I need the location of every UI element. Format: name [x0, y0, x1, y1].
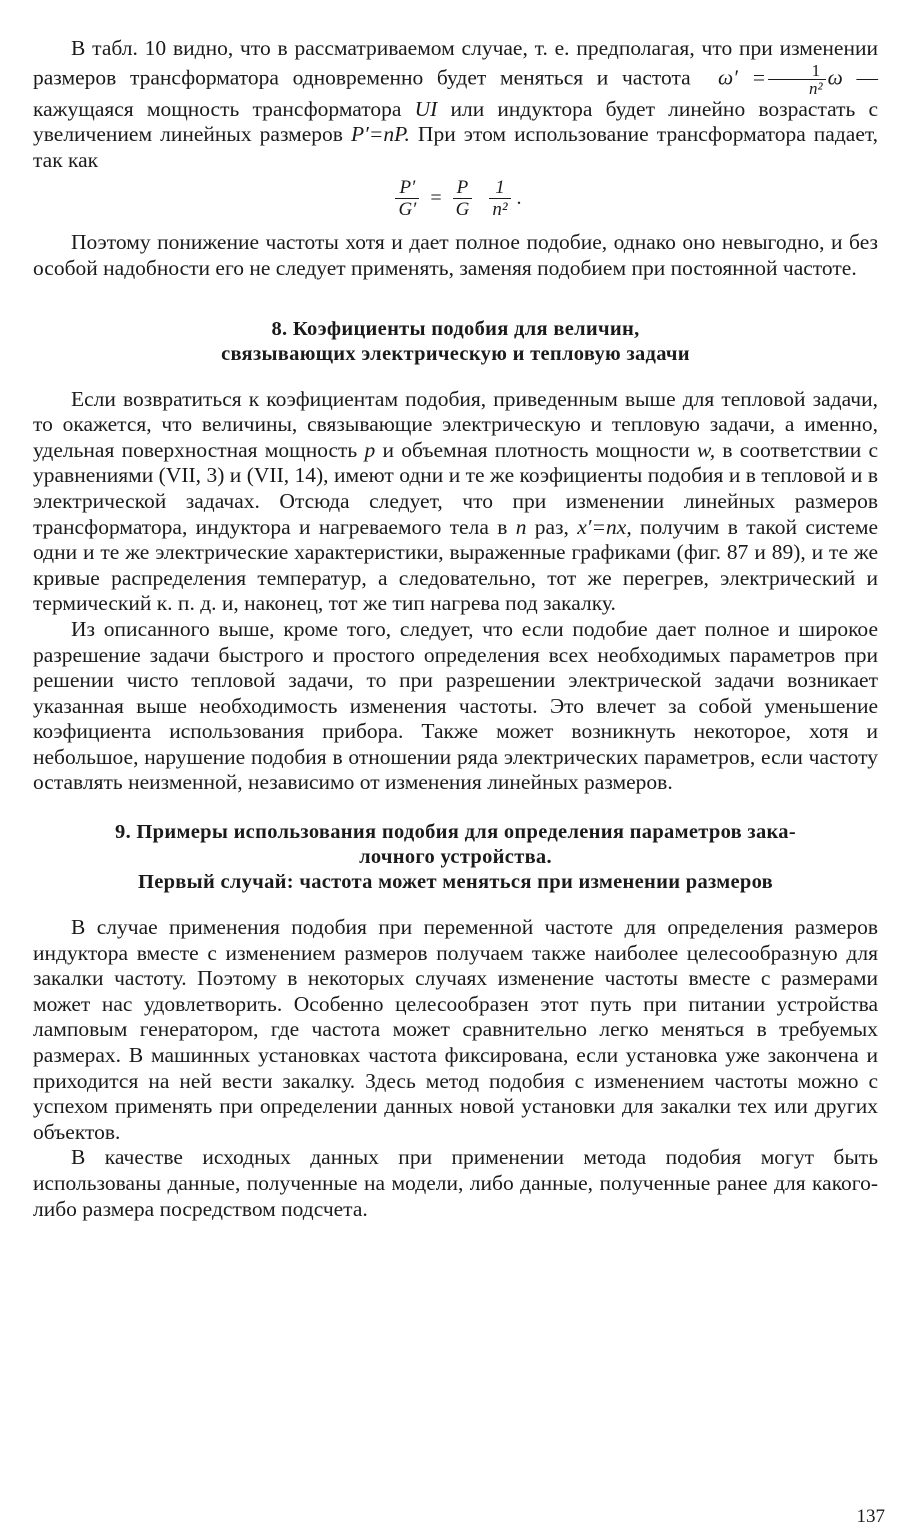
coeff-text-3: в соответствии с уравнениями (VII, 3) и (VII, 14), имеют одни и те же коэфициенты подобия и в тепловой и в электрической задачах. Отсюда следует, что при изменении линейных размеров трансформатора, индуктора и нагреваемого тела в	[33, 437, 879, 539]
page-body	[33, 36, 878, 1222]
formula-mid-num: P	[453, 177, 473, 199]
formula-mid-den: G	[455, 199, 470, 221]
page-number: 137	[856, 1506, 885, 1527]
paragraph-source-data: В качестве исходных данных при применении метода подобия могут быть использованы данные, полученные на модели, либо данные, полученные ранее для какого-либо размера посредством подсчета.	[33, 1145, 878, 1221]
symbol-xnx: x′=nx,	[577, 514, 632, 539]
paragraph-variable-frequency: В случае применения подобия при переменной частоте для определения размеров индуктора вместе с изменением размеров получаем также наиболее целесообразную для закалки частоту. Поэтому в некоторых случаях изменение частоты вместе с размерами может нас удовлетворить. Особенно целесообразен этот путь при питании устройства ламповым генератором, где частота может сравнительно легко меняться в требуемых размерах. В машинных установках частота фиксирована, если установка уже закончена и приходится на ней вести закалку. Здесь метод подобия с изменением частоты можно с успехом применять при определении данных новой установки для закалки тех или других объектов.	[33, 915, 878, 1144]
intro-text-4: При этом использование трансформатора падает, так как	[33, 122, 879, 172]
coeff-text-4: раз,	[534, 514, 569, 539]
paragraph-coefficients	[33, 387, 878, 617]
section-8-title-line-2: связывающих электрическую и тепловую задачи	[221, 342, 690, 365]
paragraph-conclusion: Поэтому понижение частоты хотя и дает полное подобие, однако оно невыгодно, и без особой надобности его не следует применять, заменяя подобием при постоянной частоте.	[33, 230, 878, 280]
coeff-text-1: Если возвратиться к коэфициентам подобия, приведенным выше для тепловой задачи, то окажется, что величины, связывающие электрическую и тепловую задачи, а именно, удельная поверхностная мощность	[33, 386, 878, 462]
formula-lhs-den: G′	[398, 199, 417, 221]
section-9-heading	[33, 820, 878, 895]
section-9-title-line-2: лочного устройства.	[359, 846, 552, 869]
section-8-title-line-1: 8. Коэфициенты подобия для величин,	[271, 317, 640, 340]
symbol-n: n	[515, 514, 527, 539]
omega-rhs: ω	[827, 65, 843, 90]
omega-fraction-den: n²	[809, 78, 823, 98]
intro-text-2: — кажущаяся мощность трансформатора	[33, 65, 879, 121]
ui-symbol: UI	[414, 96, 438, 121]
intro-text-3: или индуктора будет линейно возрастать с увеличением линейных размеров	[33, 96, 879, 147]
section-9-title-line-1: 9. Примеры использования подобия для определения параметров зака-	[115, 821, 796, 844]
formula-mid	[453, 177, 473, 220]
intro-paragraph	[33, 36, 878, 173]
symbol-w: w,	[697, 437, 716, 462]
symbol-p: p	[364, 437, 376, 462]
omega-fraction	[768, 62, 826, 97]
formula-right-num: 1	[489, 177, 510, 199]
omega-lhs: ω′ =	[717, 65, 767, 90]
intro-text-1: В табл. 10 видно, что в рассматриваемом случае, т. е. предполагая, что при изменении размеров трансформатора одновременно будет меняться и частота	[33, 36, 878, 90]
omega-fraction-num: 1	[768, 62, 826, 80]
formula-lhs	[395, 177, 419, 220]
formula-lhs-num: P′	[395, 177, 419, 199]
formula-equals: =	[430, 187, 442, 210]
section-8-heading	[33, 317, 878, 367]
formula-right-den: n²	[492, 199, 508, 221]
formula-period: .	[516, 187, 522, 210]
pnp-formula: P′=nP.	[351, 122, 410, 147]
coeff-text-2: и объемная плотность мощности	[382, 437, 690, 462]
paragraph-similarity-consequence: Из описанного выше, кроме того, следует, что если подобие дает полное и широкое разрешение задачи быстрого и простого определения всех необходимых параметров при решении чисто тепловой задачи, то при разрешении электрической задачи возникает указанная выше необходимость изменения частоты. Это влечет за собой уменьшение коэфициента использования прибора. Также может возникнуть некоторое, хотя и небольшое, нарушение подобия в отношении ряда электрических параметров, если частоту оставлять неизменной, независимо от изменения линейных размеров.	[33, 616, 878, 795]
utilization-formula	[33, 177, 878, 220]
coeff-text-5: получим в такой системе одни и те же электрические характеристики, выраженные графиками (фиг. 87 и 89), и те же кривые распределения температур, а следовательно, тот же перегрев, электрический и термический к. п. д. и, наконец, тот же тип нагрева под закалку.	[33, 514, 879, 616]
section-9-subtitle: Первый случай: частота может меняться при изменении размеров	[137, 871, 774, 894]
formula-right	[489, 177, 510, 220]
